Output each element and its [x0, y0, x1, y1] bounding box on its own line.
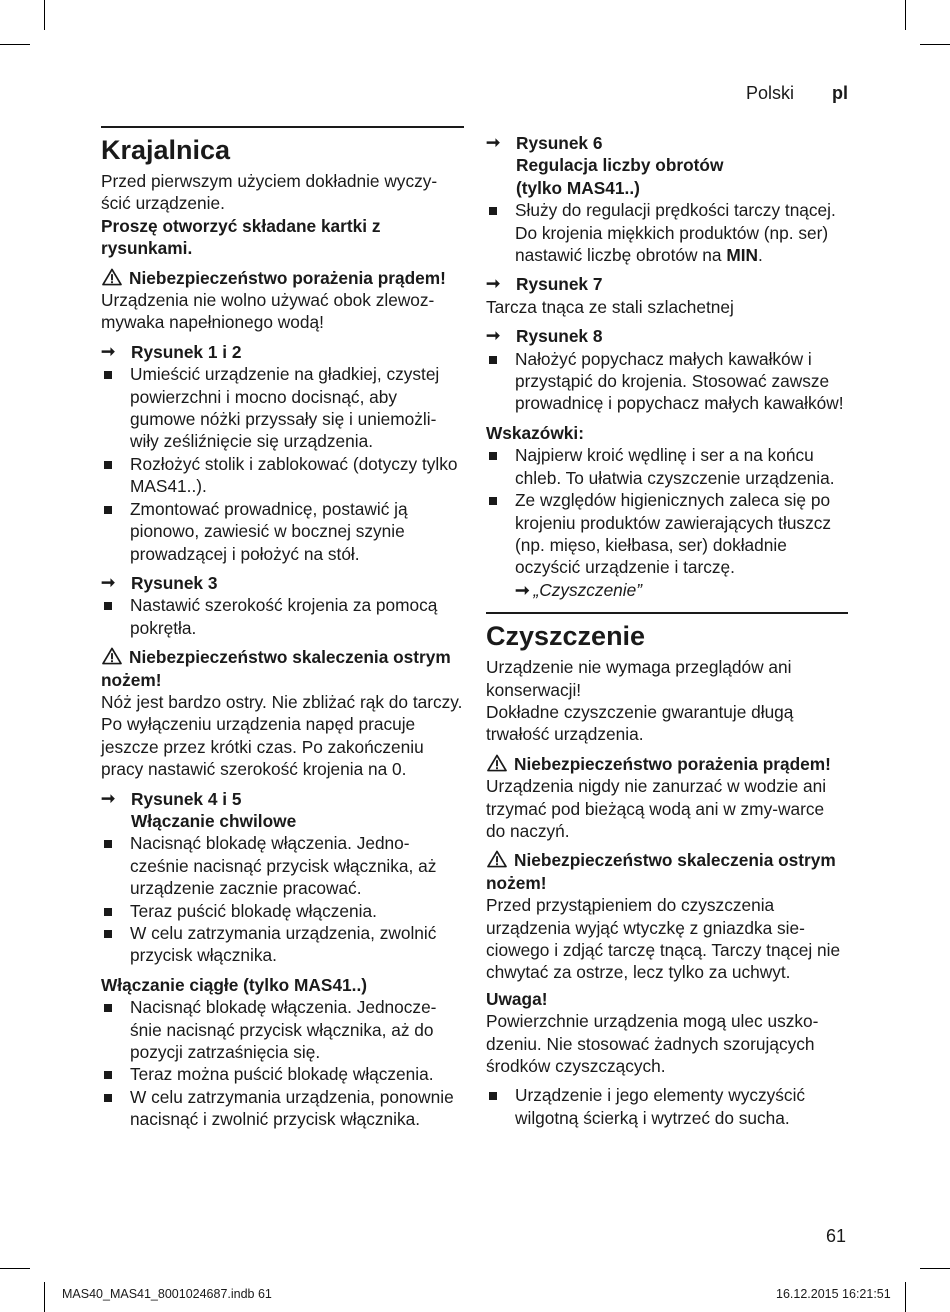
crop-mark: [44, 0, 45, 30]
right-column: [486, 126, 848, 1129]
warning-triangle-icon: [101, 647, 123, 665]
warning-text: Urządzenia nie wolno używać obok zlewoz-mywaka napełnionego wodą!: [101, 290, 435, 333]
arrow-right-icon: ➞: [101, 572, 116, 592]
language-header: [746, 83, 848, 104]
body-text: Urządzenie nie wymaga przeglądów ani konserwacji!: [486, 657, 792, 700]
footer-timestamp: 16.12.2015 16:21:51: [776, 1287, 891, 1301]
crop-mark: [920, 44, 950, 45]
warning-triangle-icon: [101, 268, 123, 286]
figure-reference: ➞ Rysunek 6 Regulacja liczby obrotów (tylko MAS41..): [486, 133, 724, 198]
list-item: Teraz puścić blokadę włączenia.: [101, 900, 464, 922]
instruction-list: [486, 1084, 848, 1129]
body-text: Tarcza tnąca ze stali szlachetnej: [486, 296, 734, 317]
crop-mark: [44, 1282, 45, 1312]
warning-heading: Niebezpieczeństwo porażenia prądem!: [486, 753, 848, 775]
warning-text: Nóż jest bardzo ostry. Nie zbliżać rąk do tarczy. Po wyłączeniu urządzenia napęd pracuje jeszcze przez krótki czas. Po zakończeniu pracy nastawić szerokość krojenia na 0.: [101, 691, 463, 780]
figure-reference: ➞ Rysunek 3: [101, 572, 218, 593]
section-title: Krajalnica: [101, 135, 231, 165]
arrow-right-icon: ➞: [486, 133, 501, 152]
section-title: Czyszczenie: [486, 621, 646, 652]
list-item: Teraz można puścić blokadę włączenia.: [101, 1063, 464, 1085]
instruction-list: [101, 363, 464, 565]
instruction-list: [486, 199, 848, 266]
arrow-right-icon: ➞: [486, 274, 501, 294]
caution-heading: Uwaga!: [486, 988, 548, 1009]
warning-text: Przed przystąpieniem do czyszczenia urządzenia wyjąć wtyczkę z gniazdka sie-ciowego i zdjąć tarczę tnącą. Tarczy tnącej nie chwytać za ostrze, lecz tylko za uchwyt.: [486, 895, 841, 983]
figure-reference: ➞ Rysunek 7: [486, 274, 603, 295]
list-item: Umieścić urządzenie na gładkiej, czystej powierzchni i mocno docisnąć, aby gumowe nóżki przyssały się i uniemożli-wiły ześliźnięcie się urządzenia.: [101, 363, 464, 453]
list-item: W celu zatrzymania urządzenia, zwolnić przycisk włącznika.: [101, 922, 464, 967]
list-item: Nałożyć popychacz małych kawałków i przystąpić do krojenia. Stosować zawsze prowadnicę i popychacz małych kawałków!: [486, 348, 848, 415]
list-item: Najpierw kroić wędlinę i ser a na końcu chleb. To ułatwia czyszczenie urządzenia.: [486, 444, 848, 489]
footer-file-name: MAS40_MAS41_8001024687.indb 61: [62, 1287, 272, 1301]
crop-mark: [905, 1282, 906, 1312]
list-item: Ze względów higienicznych zaleca się po krojeniu produktów zawierających tłuszcz (np. mięso, kiełbasa, ser) dokładnie oczyścić urządzenie i tarczę. ➞ „Czyszczenie”: [486, 489, 848, 601]
list-item: Rozłożyć stolik i zablokować (dotyczy tylko MAS41..).: [101, 453, 464, 498]
list-item: Nacisnąć blokadę włączenia. Jedno-cześnie nacisnąć przycisk włącznika, aż urządzenie zacznie pracować.: [101, 832, 464, 899]
crop-mark: [0, 44, 30, 45]
page-number: 61: [826, 1226, 847, 1246]
list-item: W celu zatrzymania urządzenia, ponownie nacisnąć i zwolnić przycisk włącznika.: [101, 1086, 464, 1131]
caution-text: Powierzchnie urządzenia mogą ulec uszko-dzeniu. Nie stosować żadnych szorujących środków czyszczących.: [486, 1011, 819, 1077]
warning-triangle-icon: [486, 754, 508, 772]
figure-reference: ➞ Rysunek 4 i 5 Włączanie chwilowe: [101, 788, 297, 831]
language-code: pl: [832, 83, 848, 103]
instruction-list: [101, 594, 464, 639]
instruction-list: [486, 348, 848, 415]
warning-text: Urządzenia nigdy nie zanurzać w wodzie ani trzymać pod bieżącą wodą ani w zmy-warce do naczyń.: [486, 776, 827, 841]
fold-out-note: Proszę otworzyć składane kartki z rysunkami.: [101, 215, 381, 259]
figure-reference: ➞ Rysunek 8: [486, 326, 603, 347]
list-item: Nastawić szerokość krojenia za pomocą pokrętła.: [101, 594, 464, 639]
crop-mark: [0, 1268, 30, 1269]
warning-triangle-icon: [486, 850, 508, 868]
arrow-right-icon: ➞: [101, 788, 116, 808]
list-item: Nacisnąć blokadę włączenia. Jednocze-śnie nacisnąć przycisk włącznika, aż do pozycji zatrzaśnięcia się.: [101, 996, 464, 1063]
subsection-heading: Włączanie ciągłe (tylko MAS41..): [101, 974, 368, 995]
arrow-right-icon: ➞: [101, 341, 116, 361]
instruction-list: [101, 996, 464, 1130]
warning-heading: Niebezpieczeństwo porażenia prądem!: [101, 267, 464, 289]
list-item: Urządzenie i jego elementy wyczyścić wilgotną ścierką i wytrzeć do sucha.: [486, 1084, 848, 1129]
subsection-heading: Wskazówki:: [486, 422, 584, 443]
notes-list: [486, 444, 848, 601]
body-text: Dokładne czyszczenie gwarantuje długą trwałość urządzenia.: [486, 701, 794, 745]
left-column: [101, 126, 464, 1131]
intro-text: Przed pierwszym użyciem dokładnie wyczy-ścić urządzenie.: [101, 171, 438, 214]
list-item: Służy do regulacji prędkości tarczy tnącej. Do krojenia miękkich produktów (np. ser) nastawić liczbę obrotów na MIN.: [486, 199, 848, 266]
arrow-right-icon: ➞: [486, 326, 501, 346]
warning-heading: Niebezpieczeństwo skaleczenia ostrym nożem!: [101, 647, 451, 690]
arrow-right-icon: ➞: [515, 579, 530, 600]
figure-reference: ➞ Rysunek 1 i 2: [101, 341, 242, 362]
list-item: Zmontować prowadnicę, postawić ją pionowo, zawiesić w bocznej szynie prowadzącej i położyć na stół.: [101, 498, 464, 565]
instruction-list: [101, 832, 464, 966]
warning-heading: Niebezpieczeństwo skaleczenia ostrym nożem!: [486, 850, 836, 893]
language-name: Polski: [745, 83, 794, 103]
crop-mark: [920, 1268, 950, 1269]
crop-mark: [905, 0, 906, 30]
cross-reference-link[interactable]: „Czyszczenie”: [533, 579, 642, 600]
